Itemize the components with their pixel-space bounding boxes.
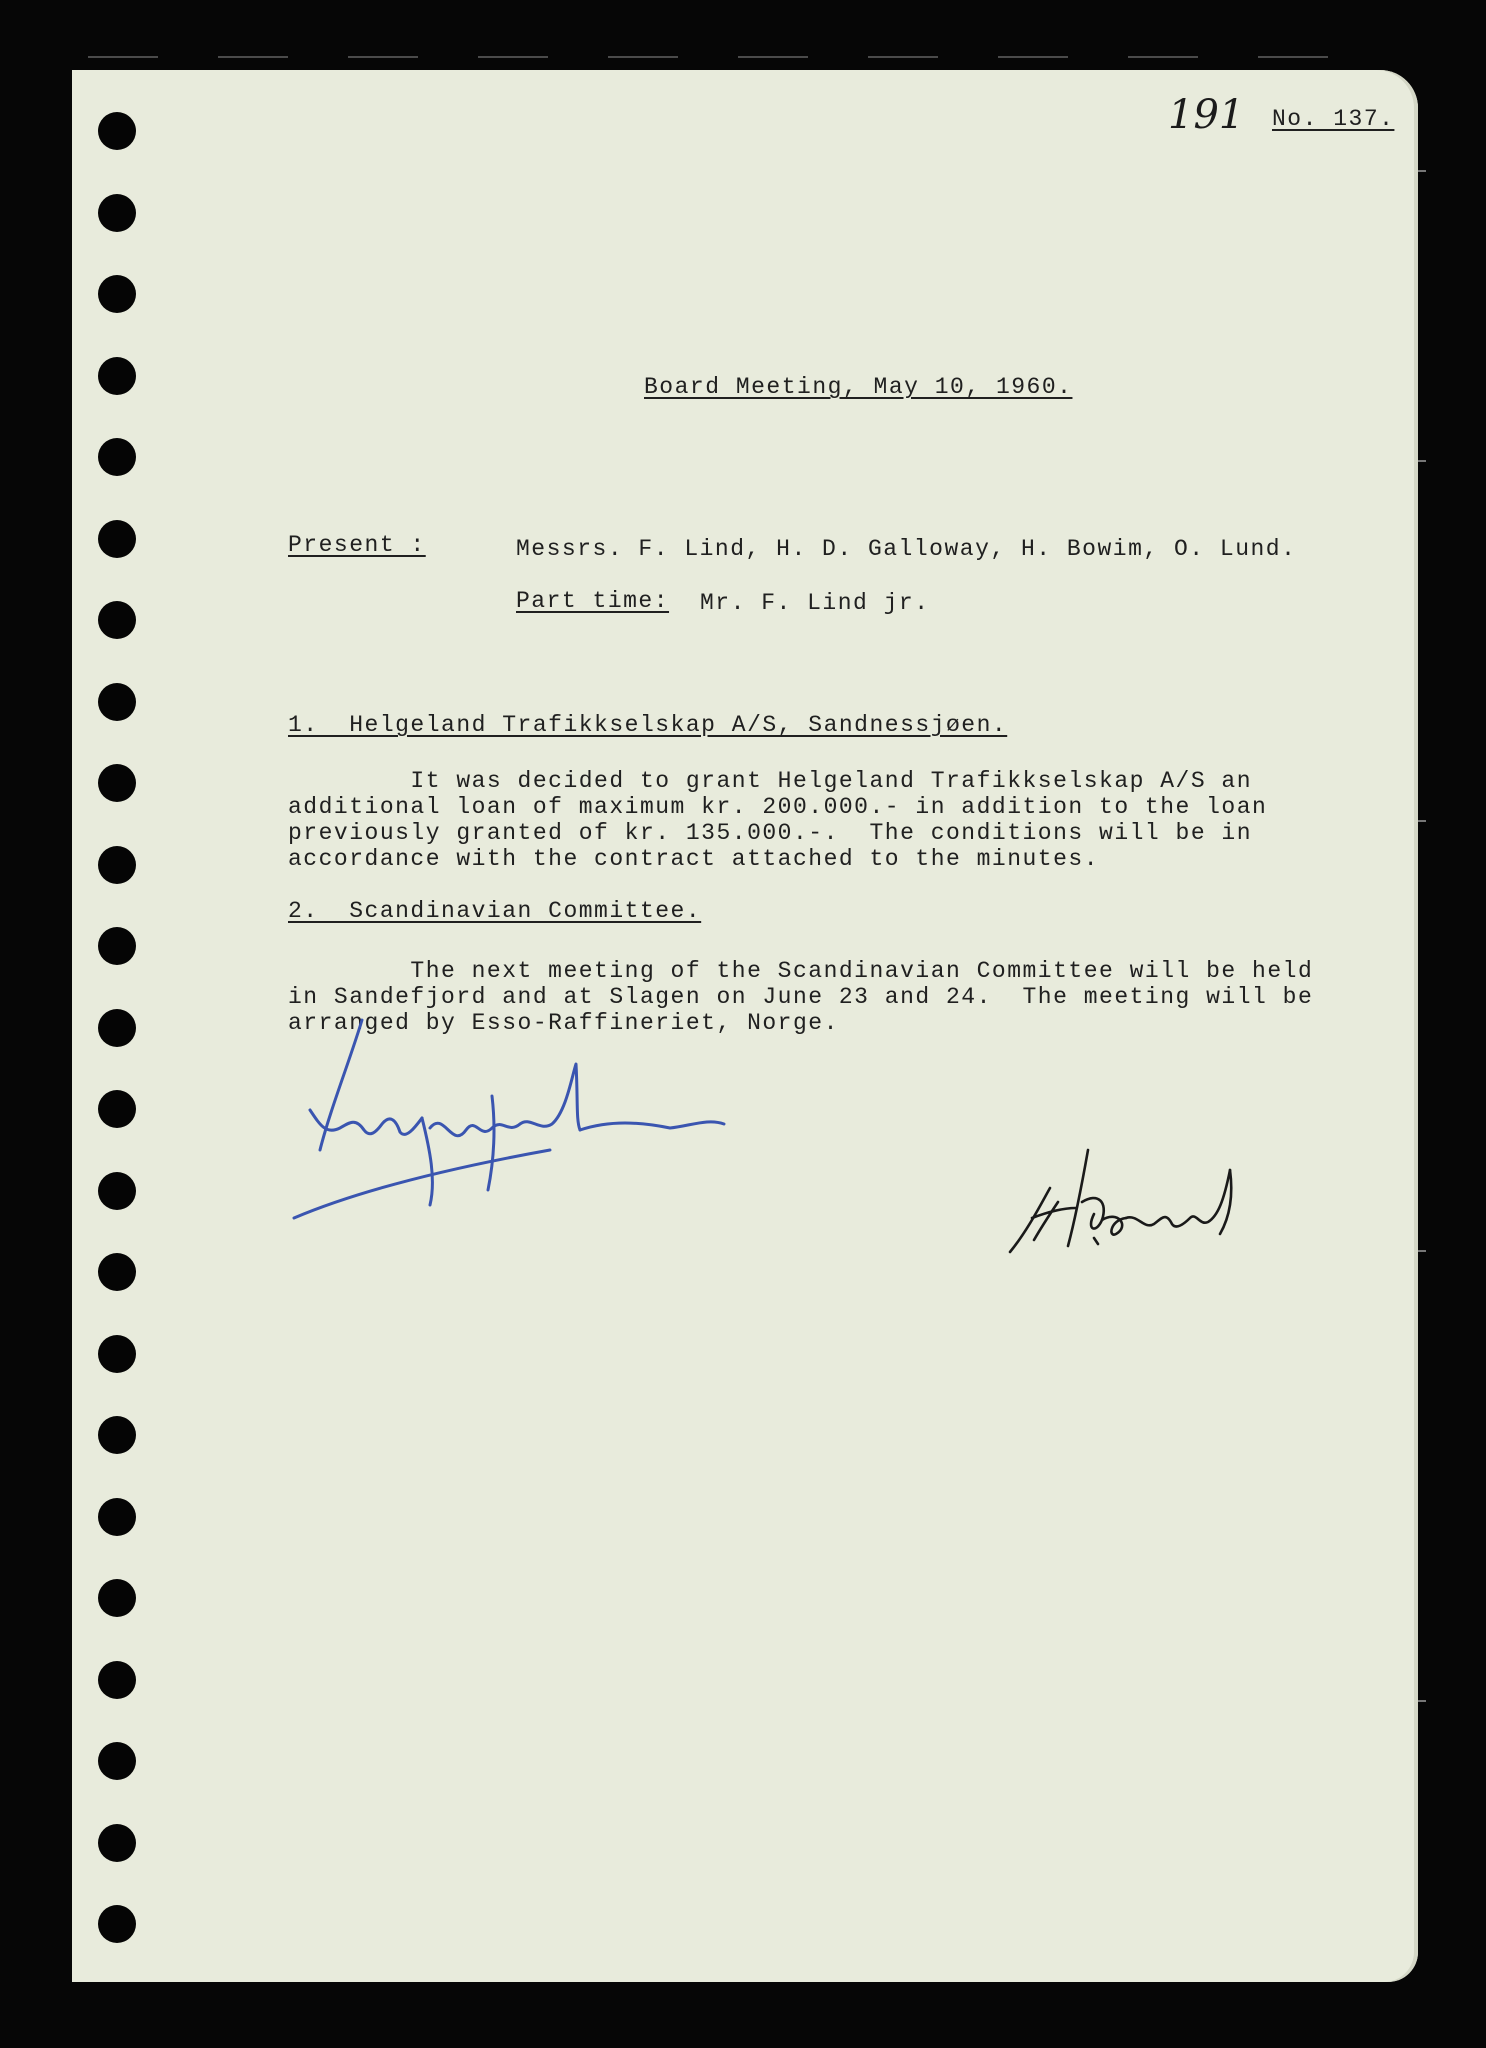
binder-hole bbox=[98, 112, 136, 150]
binder-hole bbox=[98, 1416, 136, 1454]
edge-mark bbox=[608, 56, 678, 58]
edge-mark bbox=[1418, 170, 1426, 172]
present-names: Messrs. F. Lind, H. D. Galloway, H. Bowim, O. Lund. bbox=[516, 536, 1297, 562]
binder-hole bbox=[98, 357, 136, 395]
document-number: No. 137. bbox=[1272, 106, 1395, 132]
page-number-handwritten: 191 bbox=[1168, 92, 1245, 138]
edge-mark bbox=[88, 56, 158, 58]
edge-mark bbox=[1128, 56, 1198, 58]
edge-mark bbox=[1418, 460, 1426, 462]
item-2-line: arranged by Esso-Raffineriet, Norge. bbox=[288, 1010, 839, 1036]
binder-hole bbox=[98, 1009, 136, 1047]
part-time-label: Part time: bbox=[516, 588, 670, 614]
edge-mark bbox=[1258, 56, 1328, 58]
binder-hole bbox=[98, 1498, 136, 1536]
part-time-names: Mr. F. Lind jr. bbox=[700, 590, 930, 616]
binder-hole bbox=[98, 1905, 136, 1943]
item-1-line: additional loan of maximum kr. 200.000.- in addition to the loan bbox=[288, 794, 1268, 820]
binder-hole bbox=[98, 1090, 136, 1128]
binder-hole bbox=[98, 194, 136, 232]
edge-mark bbox=[998, 56, 1068, 58]
edge-mark bbox=[478, 56, 548, 58]
item-1-line: previously granted of kr. 135.000.-. The conditions will be in bbox=[288, 820, 1253, 846]
edge-mark bbox=[868, 56, 938, 58]
binder-hole bbox=[98, 1579, 136, 1617]
binder-hole bbox=[98, 1742, 136, 1780]
binder-hole bbox=[98, 1824, 136, 1862]
binder-hole bbox=[98, 764, 136, 802]
signature-black bbox=[998, 1130, 1318, 1270]
edge-mark bbox=[218, 56, 288, 58]
page-title: Board Meeting, May 10, 1960. bbox=[644, 374, 1073, 400]
item-1-heading: 1. Helgeland Trafikkselskap A/S, Sandnessjøen. bbox=[288, 712, 1008, 738]
binder-hole bbox=[98, 1172, 136, 1210]
binder-hole bbox=[98, 683, 136, 721]
binder-hole bbox=[98, 601, 136, 639]
signature-blue bbox=[280, 1000, 760, 1240]
present-label: Present : bbox=[288, 532, 426, 558]
binder-hole bbox=[98, 1253, 136, 1291]
item-2-heading: 2. Scandinavian Committee. bbox=[288, 898, 702, 924]
binder-hole bbox=[98, 275, 136, 313]
item-1-line: accordance with the contract attached to the minutes. bbox=[288, 846, 1100, 872]
item-2-line: The next meeting of the Scandinavian Committee will be held bbox=[288, 958, 1314, 984]
item-2-line: in Sandefjord and at Slagen on June 23 and 24. The meeting will be bbox=[288, 984, 1314, 1010]
edge-mark bbox=[738, 56, 808, 58]
binder-hole bbox=[98, 1335, 136, 1373]
binder-hole bbox=[98, 846, 136, 884]
item-1-line: It was decided to grant Helgeland Trafikkselskap A/S an bbox=[288, 768, 1253, 794]
binder-hole bbox=[98, 927, 136, 965]
binder-hole bbox=[98, 1661, 136, 1699]
edge-mark bbox=[1418, 1700, 1426, 1702]
edge-mark bbox=[1418, 820, 1426, 822]
edge-mark bbox=[1418, 1250, 1426, 1252]
edge-mark bbox=[348, 56, 418, 58]
binder-hole bbox=[98, 520, 136, 558]
binder-hole bbox=[98, 438, 136, 476]
